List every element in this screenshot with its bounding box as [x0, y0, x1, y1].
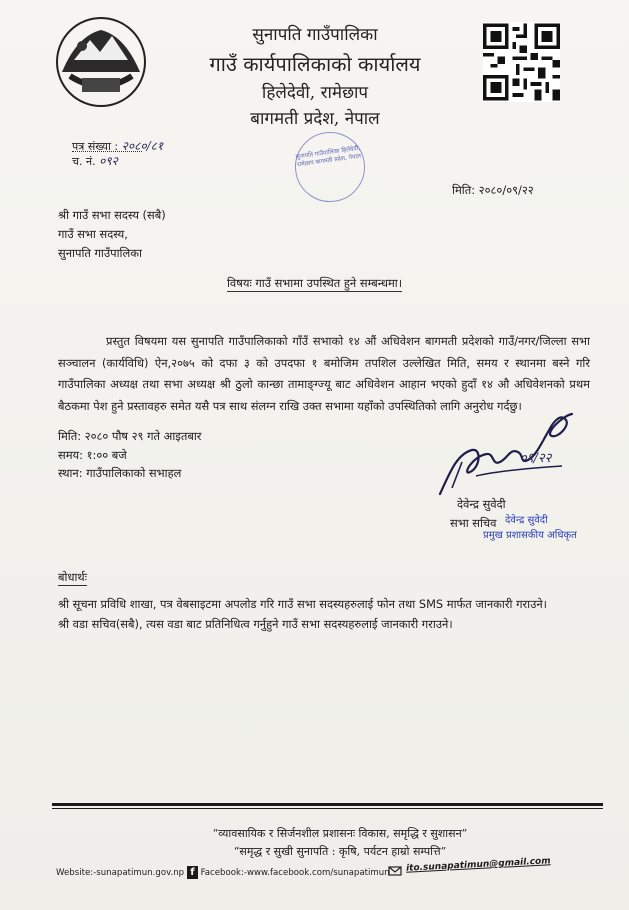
facebook-link[interactable]: Facebook:-www.facebook.com/sunapatimun — [200, 868, 390, 878]
website-link[interactable]: Website:-sunapatimun.gov.np — [56, 868, 185, 878]
handwritten-signature — [432, 402, 582, 502]
meeting-time: समय: १:०० बजे — [58, 448, 127, 462]
office-stamp: सुनापति गाउँपालिका हिलेदेवी, रामेछाप बागमती प्रदेश, नेपाल — [290, 127, 369, 206]
patra-sankhya-value: २०८०/८१ — [121, 139, 164, 153]
patra-sankhya-label: पत्र संख्या : — [72, 140, 119, 153]
recipient-line-2: गाउँ सभा सदस्य, — [58, 227, 128, 241]
header-location: हिलेदेवी, रामेछाप — [261, 83, 369, 103]
header-province: बागमती प्रदेश, नेपाल — [250, 109, 380, 129]
nepal-emblem-logo — [52, 16, 150, 108]
cc-line-2: श्री वडा सचिव(सबै), त्यस वडा बाट प्रतिनिधित्व गर्नुहुने गाउँ सभा सदस्यहरुलाई जानकारी गराउने। — [58, 617, 453, 631]
footer-slogan-1: “व्यावसायिक र सिर्जनशील प्रशासनः विकास, समृद्धि र सुशासन” — [212, 827, 468, 840]
letter-date: मिति: २०८०/०९/२२ — [452, 183, 534, 197]
chalani-number — [72, 152, 118, 169]
header-office-name: गाउँ कार्यपालिकाको कार्यालय — [209, 52, 421, 76]
signatory-title: सभा सचिव — [450, 516, 497, 530]
body-text: प्रस्तुत विषयमा यस सुनापति गाउँपालिकाको गाँउँ सभाको १४ औं अधिवेशन बागमती प्रदेशको गाउँ/नगर/जिल्ला सभा सञ्चालन (कार्यविधि) ऐन,२०७५ को दफा ३ को उपदफा १ बमोजिम तपशिल उल्लेखित मिति, समय र स्थानमा बस्ने गरि गाउँपालिका अध्यक्ष तथा सभा अध्यक्ष श्री ठुलो कान्छा तामाङ्ग्ज्यू बाट अधिवेशन आहान भएको हुदाँ १४ औ अधिवेशनको प्रथम बैठकमा पेश हुने प्रस्तावहरु समेत यसै पत्र साथ संलग्न राखि उक्त सभामा यहाँको उपस्थितिको लागि अनुरोध गर्दछु। — [58, 334, 590, 413]
recipient-line-3: सुनापति गाउँपालिका — [58, 246, 142, 260]
signatory-name: देवेन्द्र सुवेदी — [457, 497, 506, 511]
header-municipality-name: सुनापति गाउँपालिका — [252, 25, 378, 45]
footer-contacts — [56, 866, 390, 879]
footer-slogan-2: “समृद्ध र सुखी सुनापति : कृषि, पर्यटन हाम्रो सम्पत्ति” — [233, 845, 447, 858]
cc-line-1: श्री सूचना प्रविधि शाखा, पत्र वेबसाइटमा अपलोड गरि गाउँ सभा सदस्यहरुलाई फोन तथा SMS मार्फत जानकारी गराउने। — [58, 597, 547, 611]
footer-rule-thin — [52, 808, 603, 809]
email-icon — [388, 864, 402, 878]
chalani-value: ०९२ — [99, 154, 118, 168]
email-link[interactable]: ito.sunapatimun@gmail.com — [405, 856, 551, 874]
signature-date: ०९/२२ — [520, 451, 552, 466]
stamp-title: प्रमुख प्रशासकीय अधिकृत — [483, 530, 577, 541]
qr-code — [483, 22, 560, 102]
subject-text: विषयः गाउँ सभामा उपस्थित हुने सम्बन्धमा। — [226, 276, 403, 290]
cc-heading: बोधार्थः — [58, 570, 87, 584]
chalani-label: च. नं. — [72, 155, 96, 168]
subject-line — [0, 276, 629, 291]
stamp-name: देवेन्द्र सुवेदी — [505, 515, 548, 526]
meeting-date: मिति: २०८० पौष २९ गते आइतबार — [58, 429, 202, 443]
footer-rule-thick — [52, 803, 603, 806]
chalani-dotted-line — [72, 151, 142, 153]
recipient-line-1: श्री गाउँ सभा सदस्य (सबै) — [58, 208, 166, 222]
meeting-place: स्थान: गाउँपालिकाको सभाहल — [58, 466, 182, 480]
facebook-icon: f — [187, 866, 198, 879]
